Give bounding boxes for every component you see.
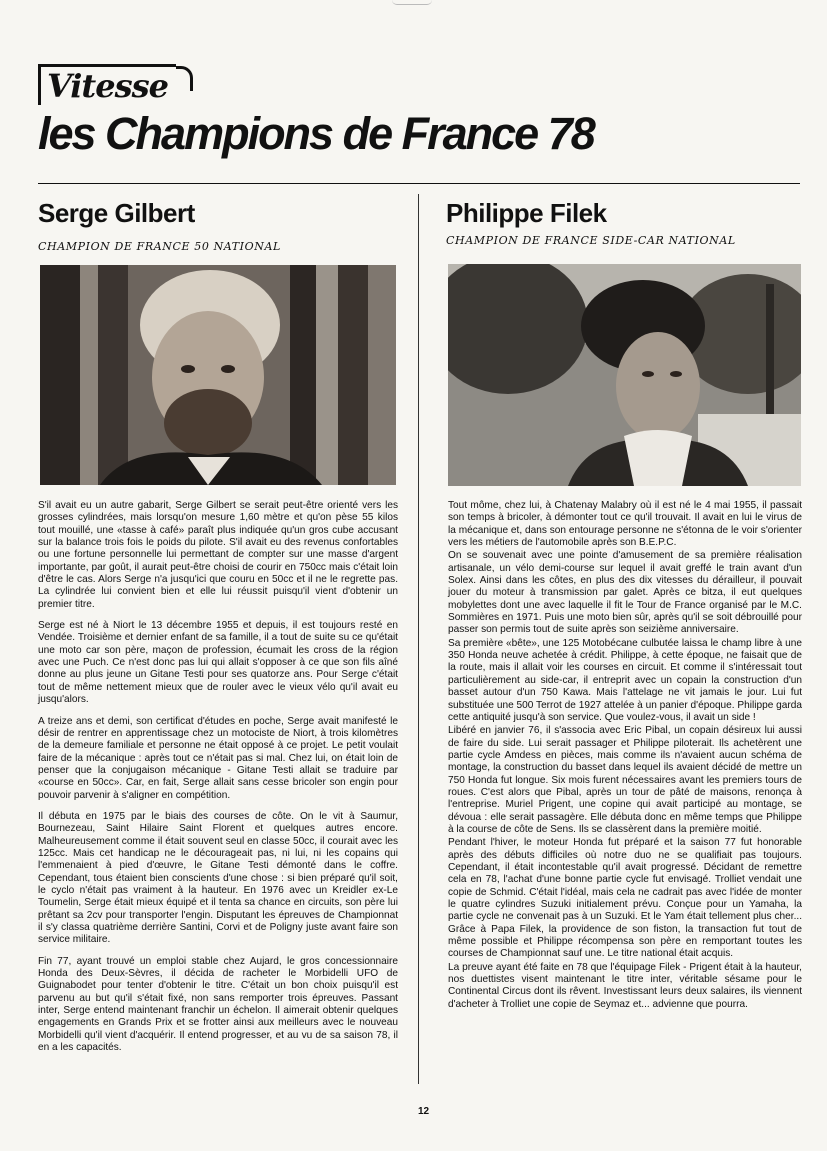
left-champion-title: CHAMPION DE FRANCE 50 NATIONAL (38, 240, 281, 253)
right-champion-name: Philippe Filek (446, 198, 607, 228)
right-paragraph: Sa première «bête», une 125 Motobécane culbutée laissa le champ libre à une 350 Honda neuve achetée à crédit. Philippe, à cette époque, ne faisait que de la route, mais il allait voir les courses en circuit. Et comme il s'intéressait tout particulièrement au side-car, il entreprit avec un copain la construction d'un basset autour d'un 750 Kawa. Mais l'attelage ne vit jamais le jour. Lui fut substituée une 500 Terrot de 1927 attelée à un panier d'époque. Philippe garda cette antiquité jusqu'à son service. Que voulez-vous, il avait un side ! (448, 637, 802, 723)
left-champion-name: Serge Gilbert (38, 198, 195, 228)
serge-gilbert-portrait (40, 265, 396, 485)
section-tag-box (38, 64, 176, 105)
section-tag-label: Vitesse (47, 67, 168, 105)
right-champion-title: CHAMPION DE FRANCE SIDE-CAR NATIONAL (446, 234, 736, 247)
right-article-body (448, 500, 802, 1012)
top-edge-mark (392, 0, 432, 5)
left-paragraph: Serge est né à Niort le 13 décembre 1955 et depuis, il est toujours resté en Vendée. Troisième et dernier enfant de sa famille, il a tout de suite su ce qu'était une moto car son père, maçon de profession, écumait les cross de la région avec une Puch. Ce n'est donc pas lui qui allait s'opposer à ce que son fils aîné donne au plus jeune un Gitane Testi pour ses quatorze ans. Pour Serge c'était tout de même nettement mieux que de rouler avec le vieux vélo qu'il avait eu jusqu'alors. (38, 620, 398, 706)
right-paragraph: Tout môme, chez lui, à Chatenay Malabry où il est né le 4 mai 1955, il passait son temps à bricoler, à démonter tout ce qu'il trouvait. Il avait en lui le virus de la mécanique et, dans son entourage personne ne s'étonna de le voir s'orienter vers les métiers de l'automobile après son B.E.P.C. (448, 500, 802, 549)
philippe-filek-portrait (448, 264, 801, 486)
page-number: 12 (418, 1106, 430, 1117)
header-rule (38, 183, 800, 184)
page-headline: les Champions de France 78 (38, 108, 594, 159)
left-paragraph: Fin 77, ayant trouvé un emploi stable chez Aujard, le gros concessionnaire Honda des Deux-Sèvres, il décida de racheter le Morbidelli UFO de Guignabodet pour tenter d'obtenir le titre. C'était un bon choix puisqu'il est parvenu au but qu'il s'était fixé, non sans remporter trois épreuves. Passant inter, Serge entend maintenant franchir un échelon. Il aimerait obtenir quelques engagements en Grands Prix et se frotter ainsi aux meilleurs avec le nouveau Morbidelli qu'il vient d'acquérir. Il entend progresser, et au vu de sa saison 78, il en a les capacités. (38, 955, 398, 1054)
left-paragraph: A treize ans et demi, son certificat d'études en poche, Serge avait manifesté le désir de rentrer en apprentissage chez un motociste de Niort, à trois kilomètres de la demeure familiale et personne ne était opposé à ce projet. Le petit voulait faire de la mécanique : après tout ce n'était pas si mal. Chez lui, on était loin de penser que la conjugaison mécanique - Gitane Testi allait se traduire par «course en 50cc». Car, en fait, Serge allait sans cesse bricoler son engin pour pouvoir parvenir à s'aligner en compétition. (38, 715, 398, 801)
left-article-body (38, 500, 398, 1063)
section-tag-hook (176, 66, 193, 91)
right-paragraph: Pendant l'hiver, le moteur Honda fut préparé et la saison 77 fut honorable après des débuts difficiles où notre duo ne se qualifiait pas toujours. Cependant, il était incontestable qu'il avait progressé. Décidant de remettre cela en 78, l'achat d'une bonne partie cycle fut envisagé. Trolliet vendait une copie de Schmid. C'était l'idéal, mais cela ne cadrait pas avec l'idée de monter le quatre cylindres Suzuki initialement prévu. Conçue pour un Yamaha, la partie cycle ne convenait pas à un Suzuki. Et le Yam était tellement plus cher... Grâce à Papa Filek, la providence de son fiston, la transaction fut tout de même possible et Philippe récompensa son père en remportant toutes les courses de Championnat sauf une. Le titre national était acquis. (448, 837, 802, 960)
right-paragraph: Libéré en janvier 76, il s'associa avec Eric Pibal, un copain désireux lui aussi de faire du side. Lui serait passager et Philippe piloterait. Ils achetèrent une partie cycle Amdess en pièces, mais comme ils n'avaient aucun schéma de montage, la construction du basset dans lequel ils avaient décidé de mettre un 750 Honda fut longue. Six mois furent nécessaires avant les premiers tours de roues. C'est alors que Pibal, après un tour de pâté de maisons, renonça à l'entreprise. Muriel Prigent, une copine qui avait participé au montage, se dévoua : elle serait passagère. Elle débuta donc en même temps que Philippe à la course de côte de Sens. Ils se classèrent dans la première moitié. (448, 725, 802, 835)
left-paragraph: S'il avait eu un autre gabarit, Serge Gilbert se serait peut-être orienté vers les grosses cylindrées, mais lorsqu'on mesure 1,60 mètre et qu'on pèse 55 kilos tout mouillé, une «tasse à café» paraît plus indiquée qu'un gros cube accusant sur la balance trois fois le poids du pilote. S'il avait eu des revenus confortables ou une fortune personnelle lui permettant de compter sur une masse d'argent importante, par goût, il aurait peut-être choisi de courir en 750cc mais c'était loin d'être le cas. Alors Serge n'a jusqu'ici que couru en 50cc et il ne le regrette pas. La cylindrée lui convient bien et elle lui réussit puisqu'il vient d'obtenir un premier titre. (38, 500, 398, 610)
right-paragraph: On se souvenait avec une pointe d'amusement de sa première réalisation artisanale, un vélo demi-course sur lequel il avait greffé le train avant d'un Solex. Ainsi dans les côtes, en plus des dix vitesses du dérailleur, il pouvait jouer du moteur à transmission par galet. Après ce bitza, il eut quelques mobylettes dont une avec laquelle il fit le Tour de France organisé par le M.C. Sommières en 1971. Puis une moto bien sûr, après qu'il se soit débrouillé pour passer son permis tout de suite après son seizième anniversaire. (448, 550, 802, 636)
column-divider (418, 194, 419, 1084)
right-paragraph: La preuve ayant été faite en 78 que l'équipage Filek - Prigent était à la hauteur, nos duettistes visent maintenant le titre inter, véritable sésame pour le Continental Circus dont ils rêvent. Investissant leurs deux salaires, ils viennent d'acheter à Trolliet une copie de Seymaz et... advienne que pourra. (448, 961, 802, 1010)
philippe-filek-photo (448, 264, 801, 486)
section-tag (38, 64, 193, 105)
serge-gilbert-photo (40, 265, 396, 485)
left-paragraph: Il débuta en 1975 par le biais des courses de côte. On le vit à Saumur, Bournezeau, Saint Hilaire Saint Florent et quelques autres encore. Malheureusement comme il était souvent seul en classe 50cc, il courait avec les 125cc. Mais cet handicap ne le décourageait pas, ni lui, ni les copains qui l'emmenaient à pied d'œuvre, le Gitane Testi démonté dans le coffre. Cependant, tous étaient bien conscients d'une chose : si bien préparé qu'il soit, le cyclo n'était pas vraiment à la hauteur. En 1976 avec un Kreidler ex-Le Toumelin, Serge était mieux équipé et il tenta sa chance en circuits, son père lui prêtant sa 2cv pour transporter l'engin. Disputant les épreuves de Championnat il s'y classa quatrième derrière Santini, Corvi et de Poligny juste avant faire son service militaire. (38, 810, 398, 946)
